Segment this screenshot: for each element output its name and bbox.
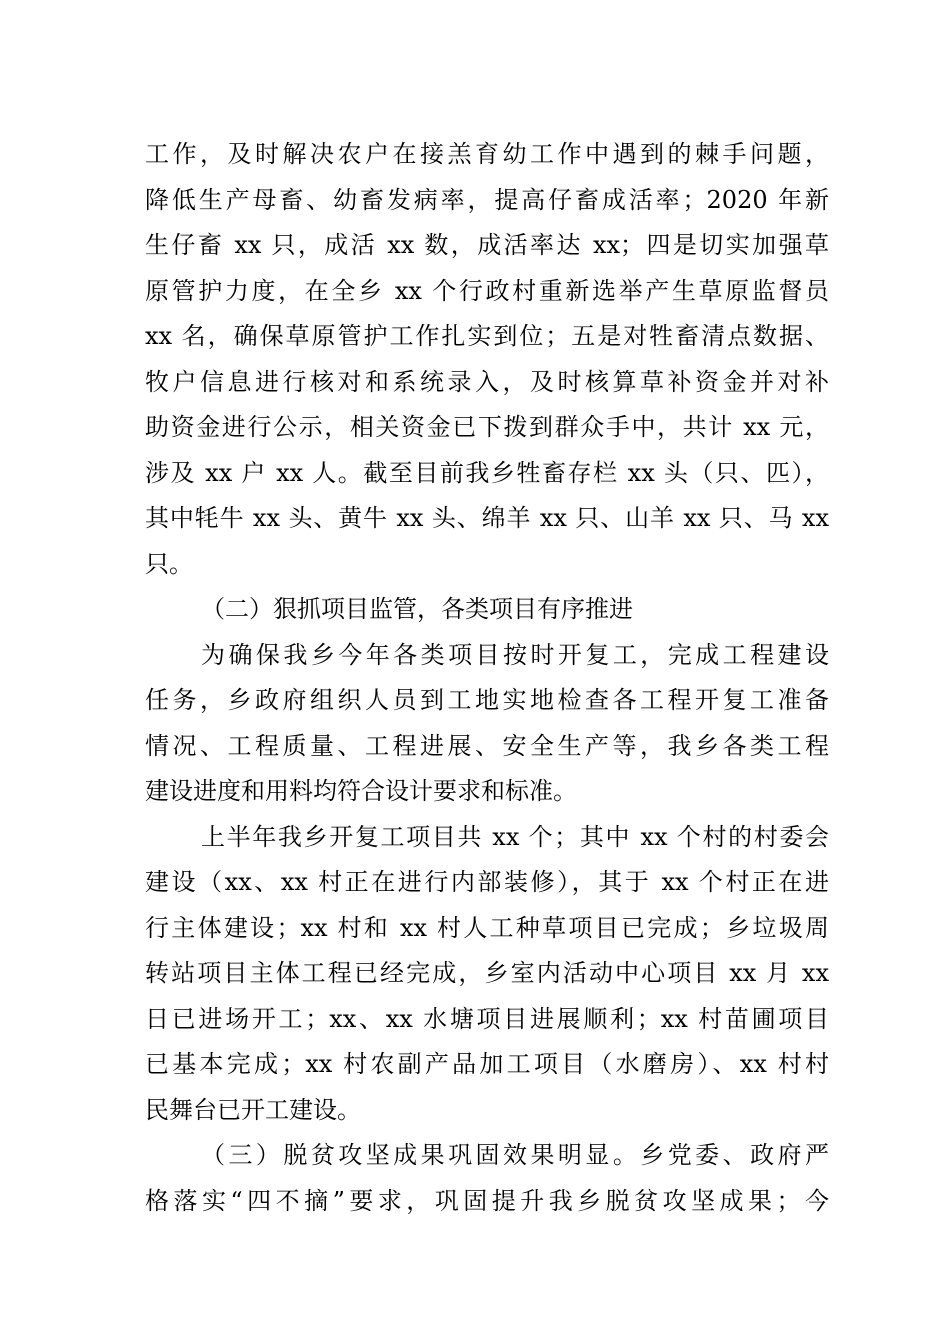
text-line: 为确保我乡今年各类项目按时开复工，完成工程建设 [201,640,829,669]
text-line: （三）脱贫攻坚成果巩固效果明显。乡党委、政府严 [201,1141,829,1169]
text-line: 助资金进行公示，相关资金已下拨到群众手中，共计 xx 元， [145,413,829,441]
text-line: 格落实“四不摘”要求，巩固提升我乡脱贫攻坚成果；今 [145,1186,829,1215]
text-line: 建设（xx、xx 村正在进行内部装修），其于 xx 个村正在进 [145,868,829,896]
text-line: 建设进度和用料均符合设计要求和标准。 [145,777,577,805]
text-line: 转站项目主体工程已经完成，乡室内活动中心项目 xx 月 xx [145,959,829,987]
text-line: 已基本完成；xx 村农副产品加工项目（水磨房）、xx 村村 [145,1050,829,1078]
text-line: 上半年我乡开复工项目共 xx 个；其中 xx 个村的村委会 [201,822,829,851]
text-line: xx 名，确保草原管护工作扎实到位；五是对牲畜清点数据、 [145,322,829,350]
text-line: 民舞台已开工建设。 [145,1095,361,1124]
section-heading-2 [145,587,829,633]
paragraph-5 [145,1133,829,1224]
text-line: 情况、工程质量、工程进展、安全生产等，我乡各类工程 [145,731,829,760]
paragraph-1 [145,132,829,587]
text-line: 降低生产母畜、幼畜发病率，提高仔畜成活率；2020 年新 [145,185,829,214]
text-line: 行主体建设；xx 村和 xx 村人工种草项目已完成；乡垃圾周 [145,913,829,942]
text-line: 涉及 xx 户 xx 人。截至目前我乡牲畜存栏 xx 头（只、匹）， [145,458,829,487]
text-line: 工作，及时解决农户在接羔育幼工作中遇到的棘手问题， [145,140,829,168]
text-line: 任务，乡政府组织人员到工地实地检查各工程开复工准备 [145,686,829,714]
text-line: （二）狠抓项目监管，各类项目有序推进 [201,595,633,623]
paragraph-3 [145,633,829,815]
text-line: 原管护力度，在全乡 xx 个行政村重新选举产生草原监督员 [145,276,829,305]
text-line: 其中牦牛 xx 头、黄牛 xx 头、绵羊 xx 只、山羊 xx 只、马 xx [145,504,829,532]
paragraph-4 [145,815,829,1134]
text-line: 生仔畜 xx 只，成活 xx 数，成活率达 xx；四是切实加强草 [145,231,829,259]
document-page [145,132,829,1224]
text-line: 日已进场开工；xx、xx 水塘项目进展顺利；xx 村苗圃项目 [145,1004,829,1033]
text-line: 只。 [145,549,193,578]
text-line: 牧户信息进行核对和系统录入，及时核算草补资金并对补 [145,367,829,396]
